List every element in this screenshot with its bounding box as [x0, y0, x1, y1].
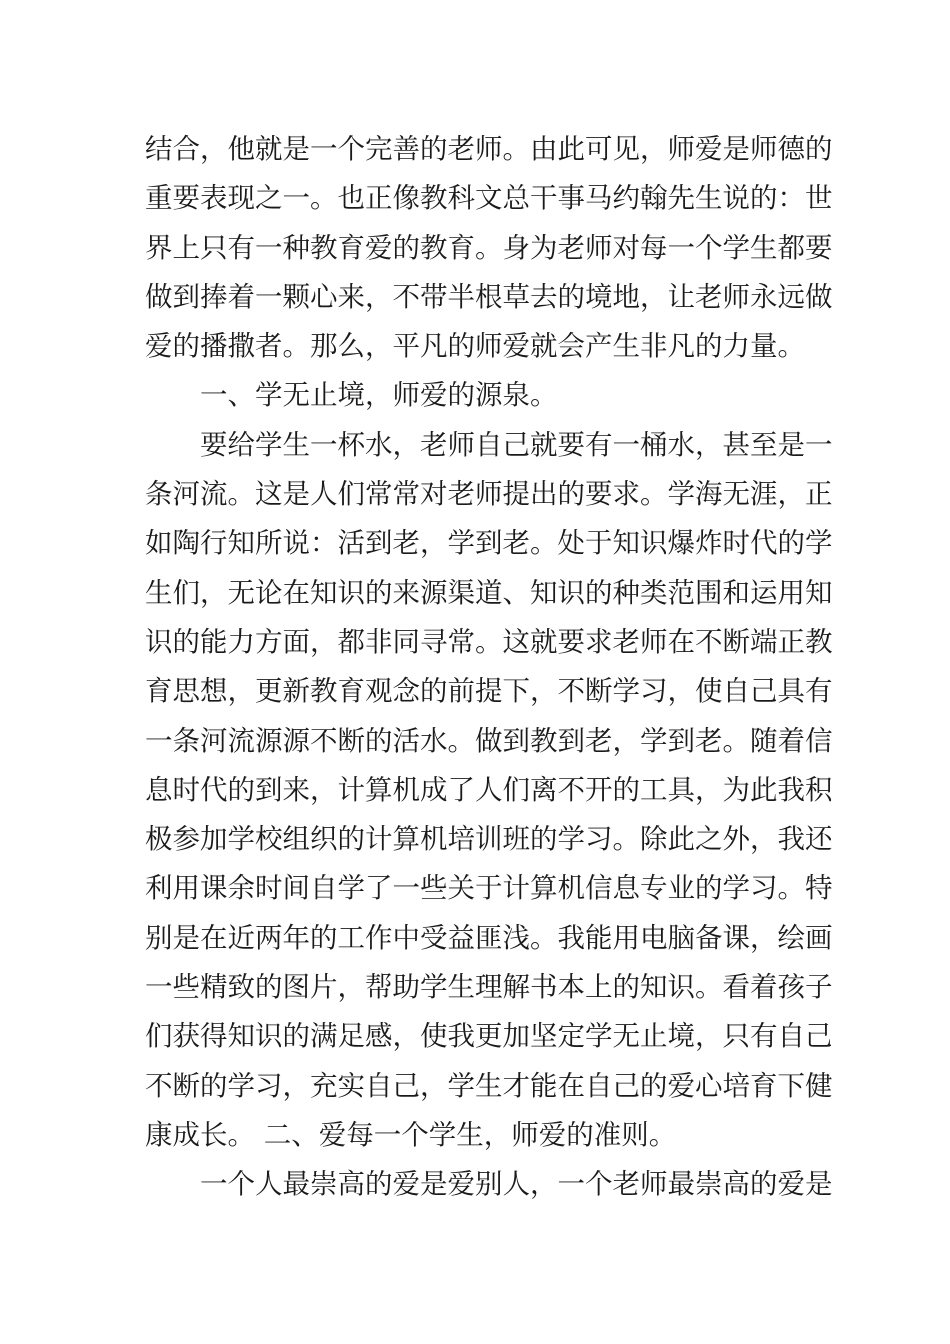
text-line: 不断的学习，充实自己，学生才能在自己的爱心培育下健: [145, 1069, 833, 1102]
text-line: 一些精致的图片，帮助学生理解书本上的知识。看着孩子: [145, 971, 833, 1004]
text-line: 康成长。 二、爱每一个学生，师爱的准则。: [145, 1118, 677, 1151]
text-line: 做到捧着一颗心来，不带半根草去的境地，让老师永远做: [145, 280, 833, 313]
text-line: 界上只有一种教育爱的教育。身为老师对每一个学生都要: [145, 231, 833, 264]
text-line: 别是在近两年的工作中受益匪浅。我能用电脑备课，绘画: [145, 921, 833, 954]
text-line: 极参加学校组织的计算机培训班的学习。除此之外，我还: [145, 823, 833, 856]
text-line: 结合，他就是一个完善的老师。由此可见，师爱是师德的: [145, 133, 833, 165]
text-line: 条河流。这是人们常常对老师提出的要求。学海无涯，正: [145, 478, 833, 511]
section-heading-1: 一、学无止境，师爱的源泉。: [200, 379, 558, 412]
text-line: 息时代的到来，计算机成了人们离不开的工具，为此我积: [145, 773, 833, 806]
text-line: 如陶行知所说：活到老，学到老。处于知识爆炸时代的学: [145, 527, 833, 560]
text-line: 一条河流源源不断的活水。做到教到老，学到老。随着信: [145, 724, 833, 757]
text-line: 育思想，更新教育观念的前提下，不断学习，使自己具有: [145, 675, 833, 708]
text-line: 们获得知识的满足感，使我更加坚定学无止境，只有自己: [145, 1020, 833, 1053]
body-text: [145, 125, 833, 1210]
text-line: 识的能力方面，都非同寻常。这就要求老师在不断端正教: [145, 625, 833, 658]
text-line: 一个人最崇高的爱是爱别人，一个老师最崇高的爱是: [200, 1168, 833, 1201]
text-line: 重要表现之一。也正像教科文总干事马约翰先生说的：世: [145, 182, 833, 215]
text-line: 生们，无论在知识的来源渠道、知识的种类范围和运用知: [145, 576, 833, 609]
text-line: 要给学生一杯水，老师自己就要有一桶水，甚至是一: [200, 428, 833, 461]
text-line: 利用课余时间自学了一些关于计算机信息专业的学习。特: [145, 872, 833, 905]
text-line: 爱的播撒者。那么，平凡的师爱就会产生非凡的力量。: [145, 330, 805, 363]
